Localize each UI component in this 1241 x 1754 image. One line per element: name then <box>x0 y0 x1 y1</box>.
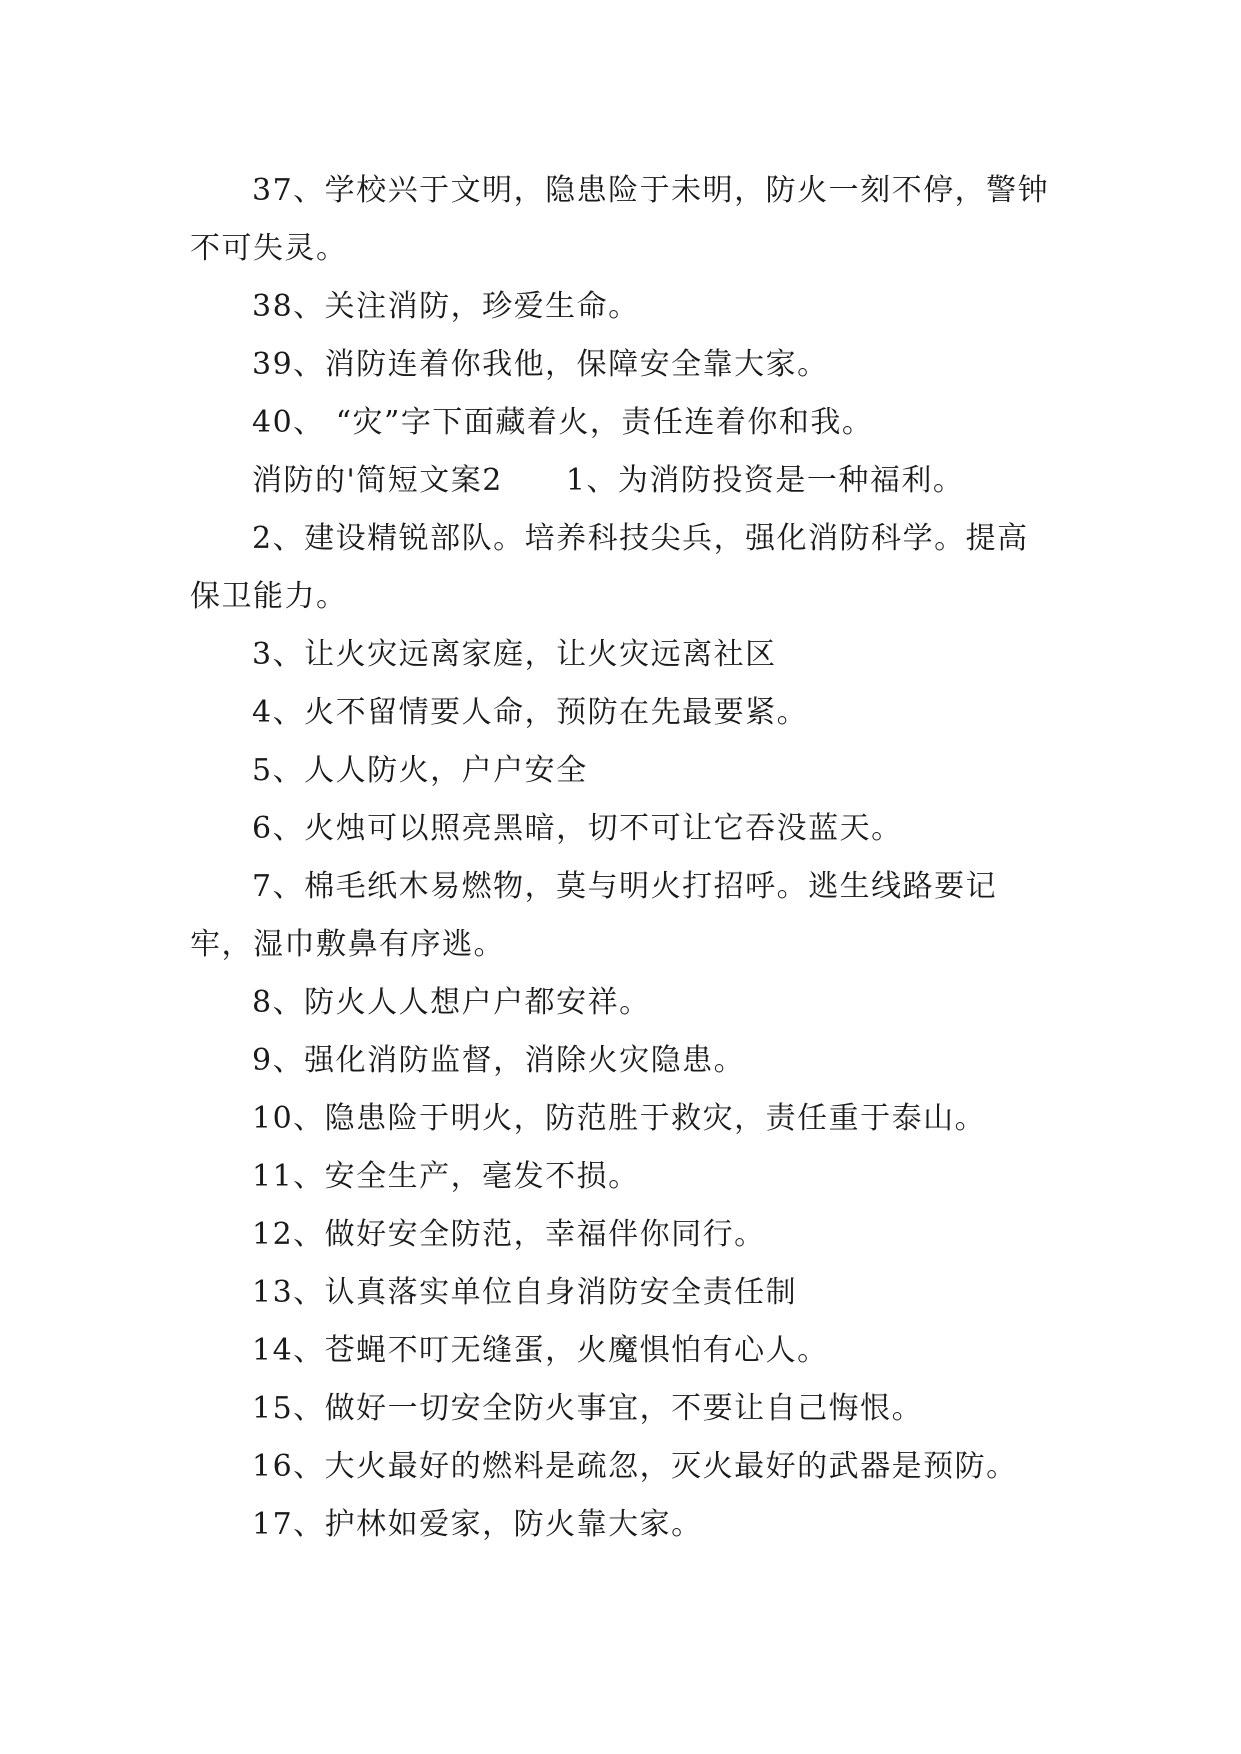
paragraph: 6、火烛可以照亮黑暗，切不可让它吞没蓝天。 <box>252 811 903 846</box>
paragraph: 17、护林如爱家，防火靠大家。 <box>252 1507 703 1542</box>
paragraph: 5、人人防火，户户安全 <box>252 753 588 788</box>
paragraph: 3、让火灾远离家庭，让火灾远离社区 <box>252 637 777 672</box>
paragraph: 9、强化消防监督，消除火灾隐患。 <box>252 1043 746 1078</box>
paragraph: 16、大火最好的燃料是疏忽，灭火最好的武器是预防。 <box>252 1449 1018 1484</box>
paragraph: 39、消防连着你我他，保障安全靠大家。 <box>252 347 829 382</box>
paragraph: 2、建设精锐部队。培养科技尖兵，强化消防科学。提高保卫能力。 <box>190 521 1029 614</box>
paragraph: 40、 “灾”字下面藏着火，责任连着你和我。 <box>252 405 874 440</box>
paragraph: 12、做好安全防范，幸福伴你同行。 <box>252 1217 766 1252</box>
paragraph: 11、安全生产，毫发不损。 <box>252 1159 640 1194</box>
paragraph: 15、做好一切安全防火事宜，不要让自己悔恨。 <box>252 1391 924 1426</box>
document-body <box>190 162 1060 1554</box>
paragraph: 13、认真落实单位自身消防安全责任制 <box>252 1275 798 1310</box>
paragraph: 10、隐患险于明火，防范胜于救灾，责任重于泰山。 <box>252 1101 987 1136</box>
paragraph: 38、关注消防，珍爱生命。 <box>252 289 640 324</box>
paragraph: 4、火不留情要人命，预防在先最要紧。 <box>252 695 809 730</box>
paragraph: 37、学校兴于文明，隐患险于未明，防火一刻不停，警钟不可失灵。 <box>190 173 1050 266</box>
paragraph: 7、棉毛纸木易燃物，莫与明火打招呼。逃生线路要记牢，湿巾敷鼻有序逃。 <box>190 869 998 962</box>
paragraph: 8、防火人人想户户都安祥。 <box>252 985 651 1020</box>
section-heading-paragraph: 消防的'简短文案2 1、为消防投资是一种福利。 <box>252 463 965 498</box>
paragraph: 14、苍蝇不叮无缝蛋，火魔惧怕有心人。 <box>252 1333 829 1368</box>
